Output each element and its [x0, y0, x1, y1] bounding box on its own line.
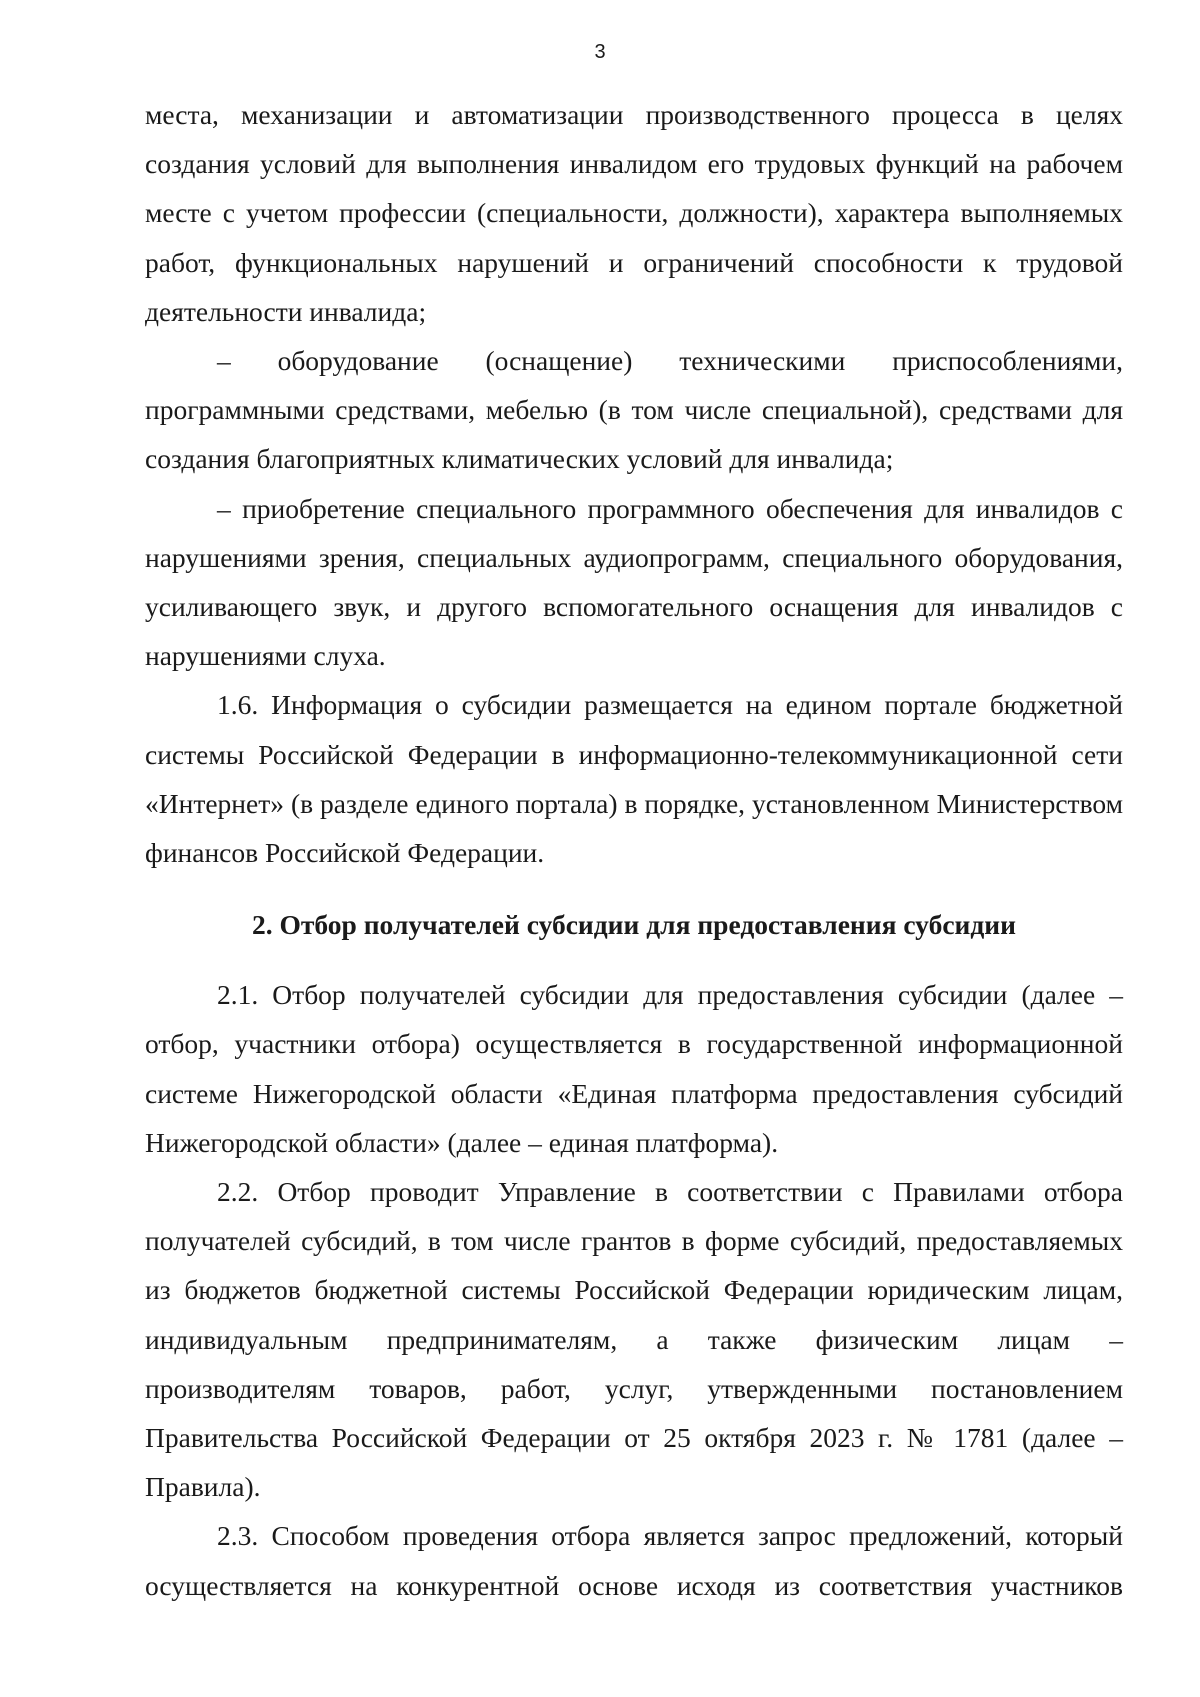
paragraph-2-2: 2.2. Отбор проводит Управление в соответствии с Правилами отбора получателей субсидий, в том числе грантов в форме субсидий, предоставляемых из бюджетов бюджетной системы Российской Федерации юридическим лицам, индивидуальным предпринимателям, а также физическим лицам – производителям товаров, работ, услуг, утвержденными постановлением Правительства Российской Федерации от 25 октября 2023 г. № 1781 (далее – Правила).	[145, 1176, 1123, 1503]
paragraph-2-1: 2.1. Отбор получателей субсидии для предоставления субсидии (далее – отбор, участники отбора) осуществляется в государственной информационной системе Нижегородской области «Единая платформа предоставления субсидий Нижегородской области» (далее – единая платформа).	[145, 979, 1123, 1158]
section-heading: 2. Отбор получателей субсидии для предоставления субсидии	[252, 909, 1016, 941]
page-number: 3	[594, 41, 606, 63]
paragraph-continuation: места, механизации и автоматизации производственного процесса в целях создания условий для выполнения инвалидом его трудовых функций на рабочем месте с учетом профессии (специальности, должности), характера выполняемых работ, функциональных нарушений и ограничений способности к трудовой деятельности инвалида;	[145, 99, 1123, 327]
document-body	[145, 90, 1123, 1610]
paragraph-software: – приобретение специального программного обеспечения для инвалидов с нарушениями зрения, специальных аудиопрограмм, специального оборудования, усиливающего звук, и другого вспомогательного оснащения для инвалидов с нарушениями слуха.	[145, 492, 1123, 672]
paragraph-2-3: 2.3. Способом проведения отбора является запрос предложений, который осуществляется на конкурентной основе исходя из соответствия участников	[145, 1520, 1123, 1601]
paragraph-equipment: – оборудование (оснащение) техническими приспособлениями, программными средствами, мебелью (в том числе специальной), средствами для создания благоприятных климатических условий для инвалида;	[145, 345, 1123, 475]
paragraph-1-6: 1.6. Информация о субсидии размещается на едином портале бюджетной системы Российской Федерации в информационно-телекоммуникационной сети «Интернет» (в разделе единого портала) в порядке, установленном Министерством финансов Российской Федерации.	[145, 689, 1123, 869]
